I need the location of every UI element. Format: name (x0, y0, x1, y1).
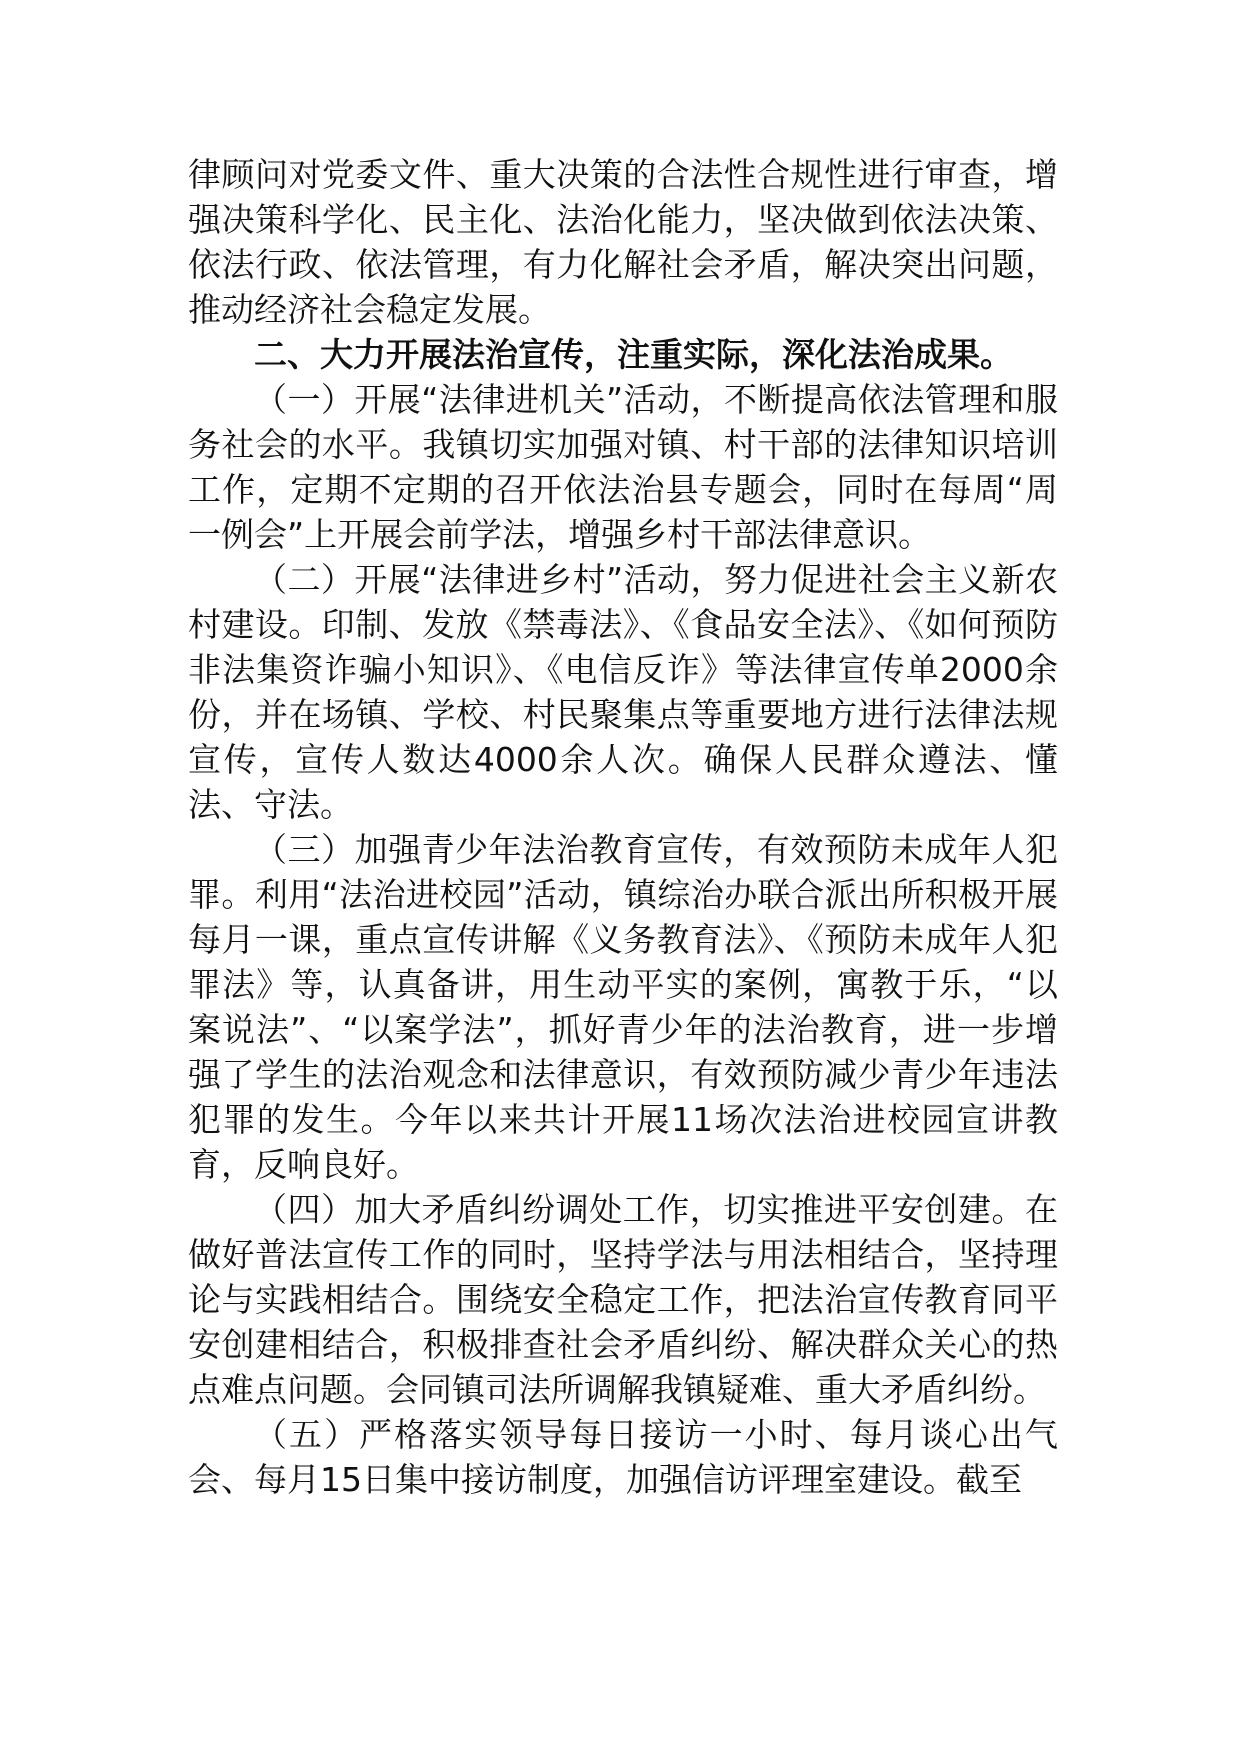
section-heading: 二、大力开展法治宣传，注重实际，深化法治成果。 (254, 335, 1013, 374)
paragraph-youth-education: （三）加强青少年法治教育宣传，有效预防未成年人犯罪。利用“法治进校园”活动，镇综治办联合派出所积极开展每月一课，重点宣传讲解《义务教育法》、《预防未成年人犯罪法》等，认真备讲，用生动平实的案例，寓教于乐，“以案说法”、“以案学法”，抓好青少年的法治教育，进一步增强了学生的法治观念和法律意识，有效预防减少青少年违法犯罪的发生。今年以来共计开展11场次法治进校园宣讲教育，反响良好。 (188, 830, 1058, 1184)
paragraph-continuation: 律顾问对党委文件、重大决策的合法性合规性进行审查，增强决策科学化、民主化、法治化能力，坚决做到依法决策、依法行政、依法管理，有力化解社会矛盾，解决突出问题，推动经济社会稳定发展。 (188, 155, 1058, 329)
paragraph-dispute-mediation: （四）加大矛盾纠纷调处工作，切实推进平安创建。在做好普法宣传工作的同时，坚持学法与用法相结合，坚持理论与实践相结合。围绕安全稳定工作，把法治宣传教育同平安创建相结合，积极排查社会矛盾纠纷、解决群众关心的热点难点问题。会同镇司法所调解我镇疑难、重大矛盾纠纷。 (188, 1190, 1058, 1409)
paragraph-law-into-villages: （二）开展“法律进乡村”活动，努力促进社会主义新农村建设。印制、发放《禁毒法》、《食品安全法》、《如何预防非法集资诈骗小知识》、《电信反诈》等法律宣传单2000余份，并在场镇、学校、村民聚集点等重要地方进行法律法规宣传，宣传人数达4000余人次。确保人民群众遵法、懂法、守法。 (188, 560, 1058, 824)
paragraph-law-into-offices: （一）开展“法律进机关”活动，不断提高依法管理和服务社会的水平。我镇切实加强对镇、村干部的法律知识培训工作，定期不定期的召开依法治县专题会，同时在每周“周一例会”上开展会前学法，增强乡村干部法律意识。 (188, 380, 1058, 554)
paragraph-petition-reception: （五）严格落实领导每日接访一小时、每月谈心出气会、每月15日集中接访制度，加强信访评理室建设。截至 (188, 1415, 1058, 1499)
document-body (188, 152, 1058, 1502)
